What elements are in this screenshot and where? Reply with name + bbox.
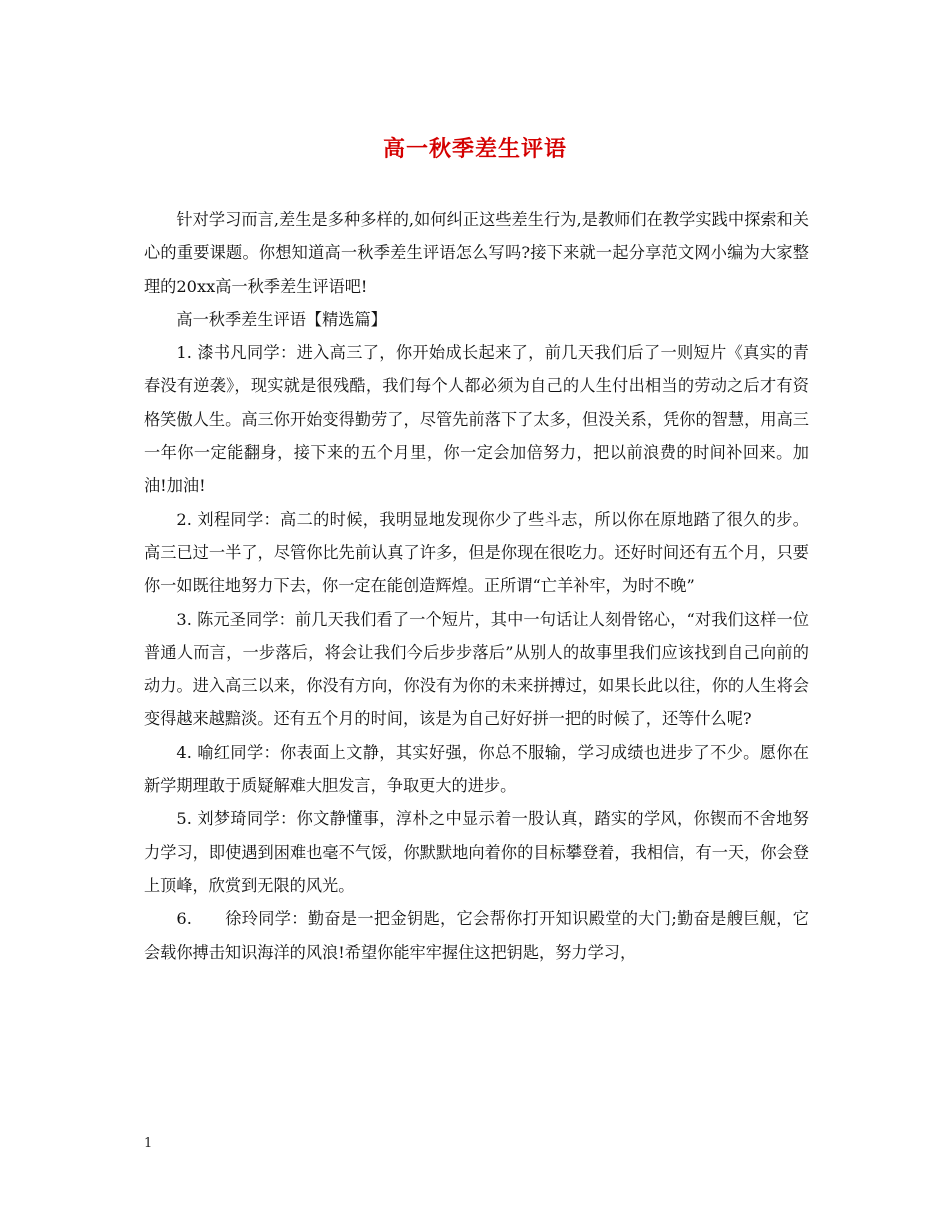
- comment-paragraph-2: 2. 刘程同学：高二的时候，我明显地发现你少了些斗志，所以你在原地踏了很久的步。高三已过一半了，尽管你比先前认真了许多，但是你现在很吃力。还好时间还有五个月，只要你一如既往地努力下去，你一定在能创造辉煌。正所谓“亡羊补牢，为时不晚”: [144, 509, 809, 596]
- comment-paragraph-4: 4. 喻红同学：你表面上文静，其实好强，你总不服输，学习成绩也进步了不少。愿你在新学期理敢于质疑解难大胆发言，争取更大的进步。: [144, 742, 809, 796]
- comment-paragraph-6: 6. 徐玲同学：勤奋是一把金钥匙，它会帮你打开知识殿堂的大门;勤奋是艘巨舰，它会载你搏击知识海洋的风浪!希望你能牢牢握住这把钥匙，努力学习，: [144, 909, 809, 962]
- page-number: 1: [144, 1136, 153, 1151]
- comment-paragraph-3: 3. 陈元圣同学：前几天我们看了一个短片，其中一句话让人刻骨铭心，“对我们这样一位普通人而言，一步落后，将会让我们今后步步落后”从别人的故事里我们应该找到自己向前的动力。进入高三以来，你没有方向，你没有为你的未来拼搏过，如果长此以往，你的人生将会变得越来越黯淡。还有五个月的时间，该是为自己好好拼一把的时候了，还等什么呢?: [144, 609, 809, 729]
- comment-paragraph-1: 1. 漆书凡同学：进入高三了，你开始成长起来了，前几天我们后了一则短片《真实的青春没有逆袭》，现实就是很残酷，我们每个人都必须为自己的人生付出相当的劳动之后才有资格笑傲人生。高三你开始变得勤劳了，尽管先前落下了太多，但没关系，凭你的智慧，用高三一年你一定能翻身，接下来的五个月里，你一定会加倍努力，把以前浪费的时间补回来。加油!加油!: [144, 343, 809, 496]
- comment-paragraph-5: 5. 刘梦琦同学：你文静懂事，淳朴之中显示着一股认真，踏实的学风，你锲而不舍地努力学习，即使遇到困难也毫不气馁，你默默地向着你的目标攀登着，我相信，有一天，你会登上顶峰，欣赏到无限的风光。: [144, 809, 809, 895]
- document-body: [144, 203, 809, 969]
- section-heading: 高一秋季差生评语【精选篇】: [176, 309, 387, 329]
- intro-paragraph: 针对学习而言,差生是多种多样的,如何纠正这些差生行为,是教师们在教学实践中探索和关心的重要课题。你想知道高一秋季差生评语怎么写吗?接下来就一起分享范文网小编为大家整理的20xx高一秋季差生评语吧!: [144, 210, 809, 296]
- document-title: 高一秋季差生评语: [382, 136, 567, 162]
